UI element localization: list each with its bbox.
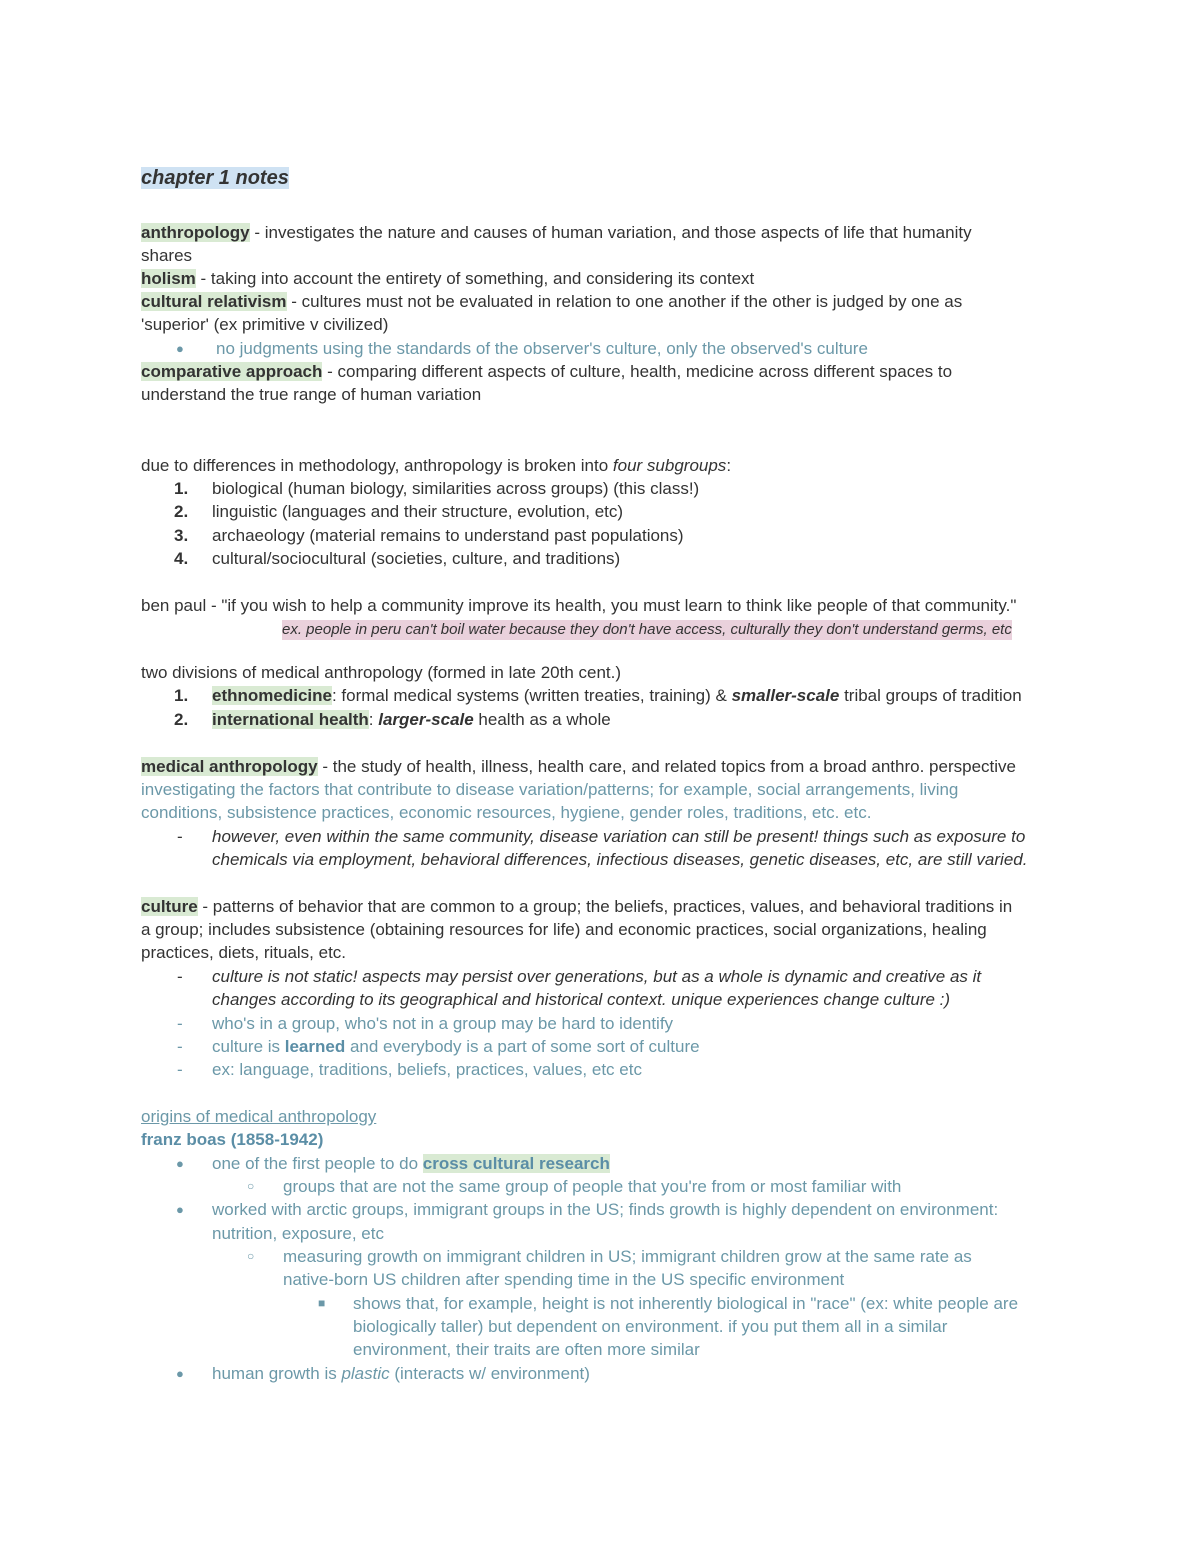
list-item: biological (human biology, similarities across groups) (this class!)	[212, 479, 700, 498]
medanthro-note: chemicals via employment, behavioral differences, infectious diseases, genetic diseases, etc, are still varied.	[212, 850, 1028, 869]
def-relativism	[141, 290, 962, 313]
def-relativism-cont	[141, 313, 388, 336]
culture-bullet: ex: language, traditions, beliefs, practices, values, etc etc	[212, 1060, 642, 1079]
bullet-text: culture is	[212, 1037, 285, 1056]
list-number: 2.	[174, 710, 189, 729]
boas-subpoint: groups that are not the same group of people that you're from or most familiar with	[283, 1177, 902, 1196]
dash-marker: -	[177, 1014, 183, 1033]
list-item: linguistic (languages and their structure, evolution, etc)	[212, 502, 624, 521]
title-text: chapter 1 notes	[141, 167, 289, 189]
boas-point-2: worked with arctic groups, immigrant groups in the US; finds growth is highly dependent on environment:	[212, 1200, 999, 1219]
def-text: - investigates the nature and causes of human variation, and those aspects of life that humanity	[249, 223, 972, 242]
div-bold: smaller-scale	[731, 686, 840, 705]
division-international-health	[212, 708, 611, 731]
boas-point-1	[212, 1152, 610, 1175]
term-culture: culture	[141, 897, 198, 916]
subgroups-intro	[141, 454, 731, 477]
point-text: human growth is	[212, 1364, 342, 1383]
def-medical-anthropology	[141, 755, 1016, 778]
def-anthropology-cont	[141, 244, 192, 267]
culture-note: changes according to its geographical and historical context. unique experiences change culture :)	[212, 990, 951, 1009]
list-number: 1.	[174, 479, 189, 498]
bullet-dot-icon: ●	[176, 1366, 184, 1381]
dash-marker: -	[177, 827, 183, 846]
div-text: : formal medical systems (written treaties, training) &	[331, 686, 732, 705]
boas-subsubpoint-cont: biologically taller) but dependent on environment. if you put them all in a similar	[353, 1317, 948, 1336]
def-holism	[141, 267, 754, 290]
def-text: shares	[141, 246, 193, 265]
div-text: tribal groups of tradition	[839, 686, 1022, 705]
bullet-square-icon: ■	[318, 1296, 326, 1310]
def-comparative	[141, 360, 952, 383]
page-title	[141, 165, 289, 191]
boas-subpoint-cont: native-born US children after spending time in the US specific environment	[283, 1270, 845, 1289]
ben-paul-quote: ben paul - "if you wish to help a community improve its health, you must learn to think like people of that community."	[141, 596, 1017, 615]
list-item: cultural/sociocultural (societies, culture, and traditions)	[212, 549, 621, 568]
term-medical-anthropology: medical anthropology	[141, 757, 318, 776]
peru-example: ex. people in peru can't boil water because they don't have access, culturally they don't understand germs, etc	[282, 621, 1012, 638]
def-text: - patterns of behavior that are common to a group; the beliefs, practices, values, and behavioral traditions in	[197, 897, 1013, 916]
medanthro-note: however, even within the same community, disease variation can still be present! things such as exposure to	[212, 827, 1026, 846]
divisions-intro: two divisions of medical anthropology (formed in late 20th cent.)	[141, 663, 622, 682]
def-anthropology	[141, 221, 972, 244]
boas-point-3	[212, 1362, 590, 1385]
list-number: 1.	[174, 686, 189, 705]
def-text: - taking into account the entirety of something, and considering its context	[195, 269, 755, 288]
list-number: 3.	[174, 526, 189, 545]
intro-italic: four subgroups	[612, 456, 727, 475]
term-holism: holism	[141, 269, 196, 288]
point-text: (interacts w/ environment)	[389, 1364, 590, 1383]
bullet-bold: learned	[284, 1037, 346, 1056]
def-text: understand the true range of human variation	[141, 385, 482, 404]
bullet-dot-icon: ●	[176, 341, 184, 356]
def-text: 'superior' (ex primitive v civilized)	[141, 315, 389, 334]
franz-boas-heading: franz boas (1858-1942)	[141, 1130, 324, 1149]
medanthro-blue-line: conditions, subsistence practices, economic resources, hygiene, gender roles, traditions, etc. etc.	[141, 803, 872, 822]
relativism-bullet: no judgments using the standards of the observer's culture, only the observed's culture	[216, 339, 868, 358]
culture-bullet: who's in a group, who's not in a group may be hard to identify	[212, 1014, 674, 1033]
def-text: practices, diets, rituals, etc.	[141, 943, 347, 962]
list-number: 2.	[174, 502, 189, 521]
intro-end: :	[726, 456, 732, 475]
bullet-dot-icon: ●	[176, 1202, 184, 1217]
def-comparative-cont	[141, 383, 481, 406]
dash-marker: -	[177, 1060, 183, 1079]
term-cross-cultural-research: cross cultural research	[422, 1154, 610, 1173]
boas-subsubpoint-cont: environment, their traits are often more similar	[353, 1340, 700, 1359]
medanthro-blue-line: investigating the factors that contribute to disease variation/patterns; for example, social arrangements, living	[141, 780, 959, 799]
bullet-dot-icon: ●	[176, 1156, 184, 1171]
dash-marker: -	[177, 967, 183, 986]
bullet-text: and everybody is a part of some sort of culture	[345, 1037, 700, 1056]
boas-subsubpoint: shows that, for example, height is not inherently biological in "race" (ex: white people are	[353, 1294, 1019, 1313]
intro-text: due to differences in methodology, anthropology is broken into	[141, 456, 613, 475]
term-cultural-relativism: cultural relativism	[141, 292, 287, 311]
term-comparative-approach: comparative approach	[141, 362, 323, 381]
div-bold: larger-scale	[378, 710, 474, 729]
origins-heading: origins of medical anthropology	[141, 1107, 377, 1126]
def-text: - cultures must not be evaluated in relation to one another if the other is judged by one as	[286, 292, 963, 311]
boas-subpoint: measuring growth on immigrant children in US; immigrant children grow at the same rate as	[283, 1247, 972, 1266]
list-item: archaeology (material remains to understand past populations)	[212, 526, 684, 545]
term-international-health: international health	[212, 710, 369, 729]
div-text: health as a whole	[473, 710, 611, 729]
list-number: 4.	[174, 549, 189, 568]
dash-marker: -	[177, 1037, 183, 1056]
def-text: - the study of health, illness, health care, and related topics from a broad anthro. perspective	[317, 757, 1016, 776]
culture-bullet	[212, 1035, 700, 1058]
boas-point-2-cont: nutrition, exposure, etc	[212, 1224, 384, 1243]
bullet-circle-icon: ○	[247, 1249, 255, 1263]
def-culture	[141, 895, 1012, 918]
def-text: a group; includes subsistence (obtaining resources for life) and economic practices, social organizations, healing	[141, 920, 987, 939]
point-text: one of the first people to do	[212, 1154, 423, 1173]
division-ethnomedicine	[212, 684, 1022, 707]
term-ethnomedicine: ethnomedicine	[212, 686, 332, 705]
term-anthropology: anthropology	[141, 223, 250, 242]
culture-note: culture is not static! aspects may persist over generations, but as a whole is dynamic and creative as it	[212, 967, 982, 986]
div-text: :	[368, 710, 379, 729]
bullet-circle-icon: ○	[247, 1179, 255, 1193]
def-text: - comparing different aspects of culture, health, medicine across different spaces to	[322, 362, 953, 381]
point-italic: plastic	[341, 1364, 390, 1383]
